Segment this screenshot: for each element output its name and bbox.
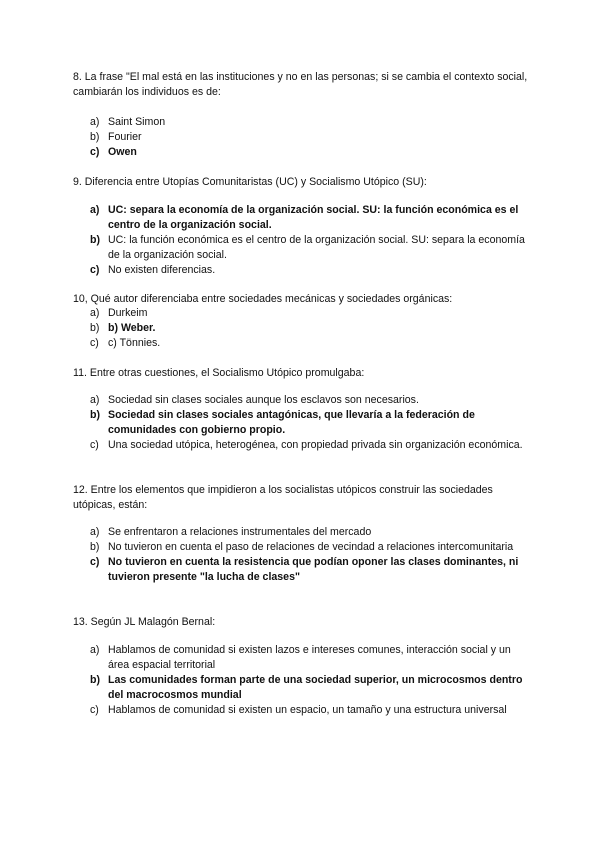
option-12-b xyxy=(90,540,530,555)
option-label: c) xyxy=(90,264,100,276)
option-8-a xyxy=(90,115,530,130)
option-text: Las comunidades forman parte de una sociedad superior, un microcosmos dentro del macrocosmos mundial xyxy=(108,674,523,701)
option-11-c xyxy=(90,438,530,453)
option-text: Sociedad sin clases sociales antagónicas, que llevaría a la federación de comunidades con gobierno propio. xyxy=(108,409,475,436)
option-10-b-correct xyxy=(90,321,530,336)
option-text: c) Tönnies. xyxy=(108,337,161,349)
option-13-b-correct xyxy=(90,673,530,703)
option-label: c) xyxy=(90,439,99,451)
option-9-c xyxy=(90,263,530,278)
option-label: b) xyxy=(90,234,100,246)
option-label: a) xyxy=(90,394,100,406)
option-label: b) xyxy=(90,409,100,421)
option-label: a) xyxy=(90,116,100,128)
option-text: Saint Simon xyxy=(108,116,166,128)
option-text: UC: la función económica es el centro de la organización social. SU: separa la economía de la organización social. xyxy=(108,234,525,261)
options-12 xyxy=(90,525,530,585)
option-text: Hablamos de comunidad si existen lazos e intereses comunes, interacción social y un área espacial territorial xyxy=(108,644,511,671)
question-13: 13. Según JL Malagón Bernal: xyxy=(73,616,216,628)
option-11-b-correct xyxy=(90,408,530,438)
option-text: b) Weber. xyxy=(108,322,156,334)
option-text: No tuvieron en cuenta el paso de relaciones de vecindad a relaciones intercomunitaria xyxy=(108,541,514,553)
option-label: a) xyxy=(90,526,100,538)
option-10-c xyxy=(90,336,530,351)
option-13-a xyxy=(90,643,530,673)
option-label: b) xyxy=(90,541,100,553)
option-text: No tuvieron en cuenta la resistencia que podían oponer las clases dominantes, ni tuvieron presente "la lucha de clases" xyxy=(108,556,519,583)
option-label: b) xyxy=(90,322,100,334)
option-12-c-correct xyxy=(90,555,530,585)
question-9: 9. Diferencia entre Utopías Comunitaristas (UC) y Socialismo Utópico (SU): xyxy=(73,176,427,188)
options-11 xyxy=(90,393,530,453)
option-label: a) xyxy=(90,644,100,656)
option-label: c) xyxy=(90,556,100,568)
question-11: 11. Entre otras cuestiones, el Socialismo Utópico promulgaba: xyxy=(73,367,365,379)
option-label: b) xyxy=(90,674,100,686)
option-13-c xyxy=(90,703,530,718)
option-10-a xyxy=(90,306,530,321)
option-text: Una sociedad utópica, heterogénea, con propiedad privada sin organización económica. xyxy=(108,439,523,451)
options-9 xyxy=(90,203,530,278)
option-8-c-correct xyxy=(90,145,530,160)
option-text: No existen diferencias. xyxy=(108,264,216,276)
option-label: a) xyxy=(90,307,100,319)
options-13 xyxy=(90,643,530,718)
option-12-a xyxy=(90,525,530,540)
option-text: Durkeim xyxy=(108,307,148,319)
option-label: c) xyxy=(90,337,99,349)
option-11-a xyxy=(90,393,530,408)
option-text: Sociedad sin clases sociales aunque los esclavos son necesarios. xyxy=(108,394,419,406)
question-10: 10, Qué autor diferenciaba entre sociedades mecánicas y sociedades orgánicas: xyxy=(73,293,453,305)
options-10 xyxy=(90,306,530,351)
option-text: Hablamos de comunidad si existen un espacio, un tamaño y una estructura universal xyxy=(108,704,507,716)
option-text: Owen xyxy=(108,146,137,158)
option-8-b xyxy=(90,130,530,145)
option-label: c) xyxy=(90,146,100,158)
question-12: 12. Entre los elementos que impidieron a los socialistas utópicos construir las sociedades utópicas, están: xyxy=(73,484,493,511)
option-text: UC: separa la economía de la organización social. SU: la función económica es el centro de la organización social. xyxy=(108,204,519,231)
option-text: Fourier xyxy=(108,131,142,143)
option-text: Se enfrentaron a relaciones instrumentales del mercado xyxy=(108,526,372,538)
option-9-a-correct xyxy=(90,203,530,233)
option-9-b xyxy=(90,233,530,263)
option-label: b) xyxy=(90,131,100,143)
question-8: 8. La frase "El mal está en las instituciones y no en las personas; si se cambia el contexto social, cambiarán los individuos es de: xyxy=(73,71,528,98)
option-label: c) xyxy=(90,704,99,716)
option-label: a) xyxy=(90,204,100,216)
options-8 xyxy=(90,115,530,160)
